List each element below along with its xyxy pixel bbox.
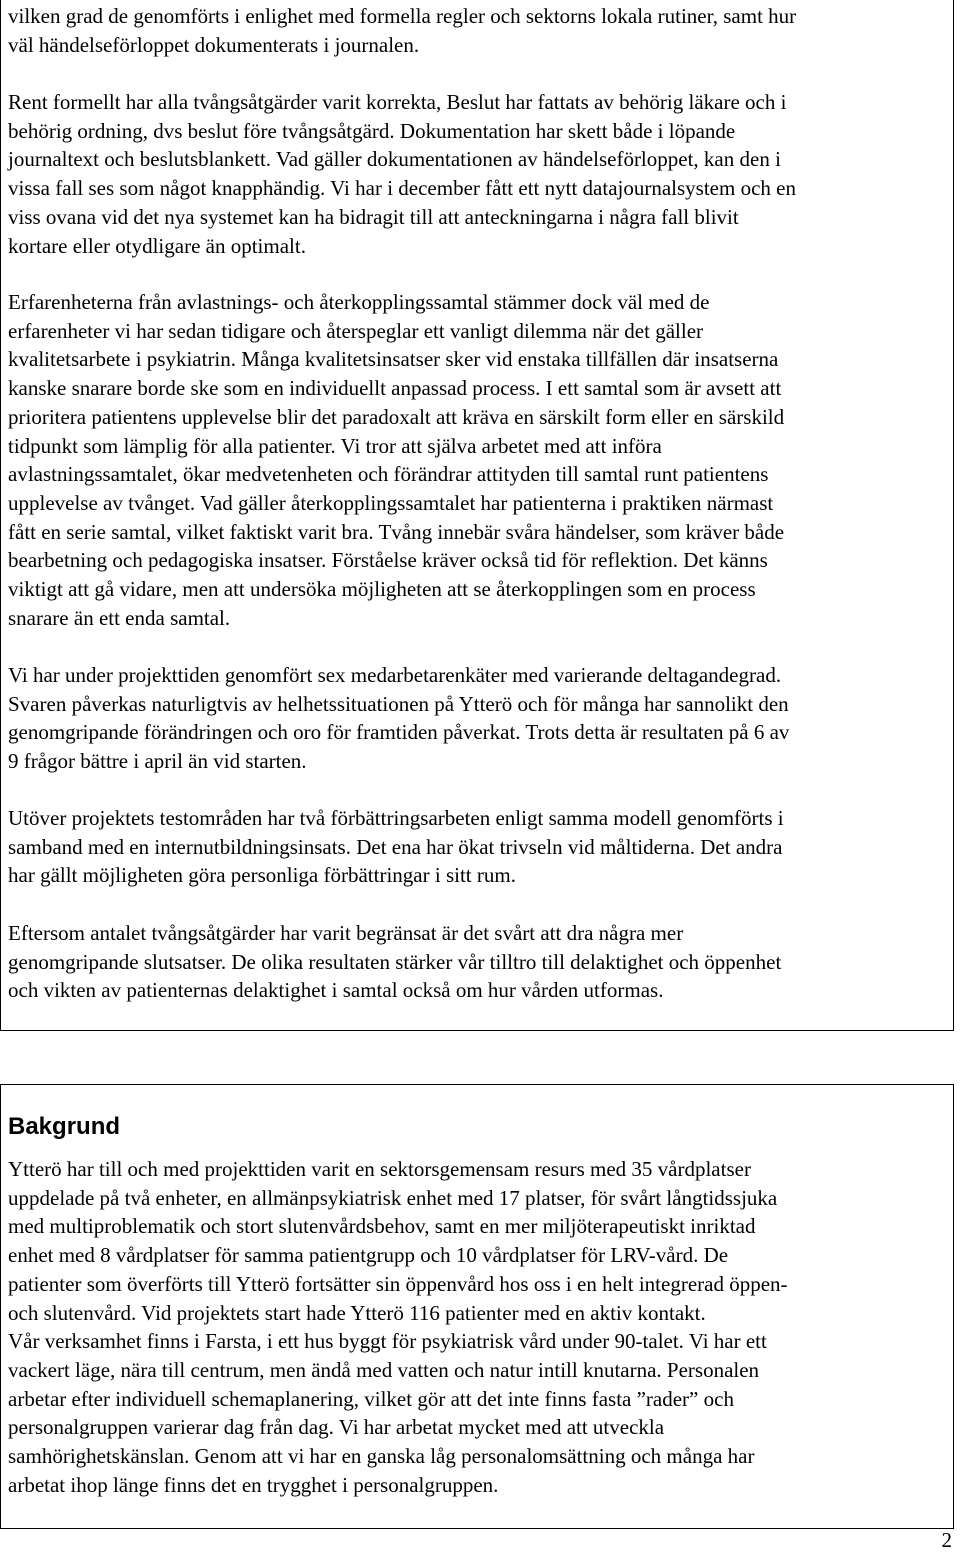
text-line: snarare än ett enda samtal. [8, 605, 231, 630]
text-line: bearbetning och pedagogiska insatser. Förståelse kräver också tid för reflektion. Det känns [8, 548, 768, 573]
text-line: kanske snarare borde ske som en individuellt anpassad process. I ett samtal som är avsett att [8, 376, 782, 401]
text-line: uppdelade på två enheter, en allmänpsykiatrisk enhet med 17 platser, för svårt långtidssjuka [8, 1185, 778, 1210]
text-line: och vikten av patienternas delaktighet i samtal också om hur vården utformas. [8, 978, 664, 1003]
text-line: prioritera patientens upplevelse blir det paradoxalt att kräva en särskilt form eller en särskild [8, 404, 785, 429]
text-line: enhet med 8 vårdplatser för samma patientgrupp och 10 vårdplatser för LRV-vård. De [8, 1243, 729, 1268]
text-line: tidpunkt som lämplig för alla patienter. Vi tror att själva arbetet med att införa [8, 433, 662, 458]
text-line: vissa fall ses som något knapphändig. Vi har i december fått ett nytt datajournalsystem och en [8, 176, 796, 201]
text-line: patienter som överförts till Ytterö fortsätter sin öppenvård hos oss i en helt integrerad öppen- [8, 1271, 788, 1296]
paragraph-experiences [8, 288, 784, 632]
text-line: avlastningssamtalet, ökar medvetenheten och förändrar attityden till samtal runt patientens [8, 462, 769, 487]
text-line: och slutenvård. Vid projektets start hade Ytterö 116 patienter med en aktiv kontakt. [8, 1300, 706, 1325]
text-line: samhörighetskänslan. Genom att vi har en ganska låg personalomsättning och många har [8, 1444, 755, 1469]
text-line: Eftersom antalet tvångsåtgärder har varit begränsat är det svårt att dra några mer [8, 921, 684, 945]
text-line: 9 frågor bättre i april än vid starten. [8, 749, 307, 774]
text-line: samband med en internutbildningsinsats. Det ena har ökat trivseln vid måltiderna. Det andra [8, 834, 783, 859]
text-line: kvalitetsarbete i psykiatrin. Många kvalitetsinsatser sker vid enstaka tillfällen där insatserna [8, 347, 779, 372]
paragraph-improvement-work [8, 804, 784, 890]
text-line: arbetar efter individuell schemaplanering, vilket gör att det inte finns fasta ”rader” och [8, 1386, 734, 1411]
text-line: Svaren påverkas naturligtvis av helhetssituationen på Ytterö och för många har sannolikt den [8, 691, 789, 716]
text-line: Rent formellt har alla tvångsåtgärder varit korrekta, Beslut har fattats av behörig läkare och i [8, 90, 787, 114]
paragraph-background [8, 1155, 788, 1499]
text-line: erfarenheter vi har sedan tidigare och återspeglar ett vanligt dilemma när det gäller [8, 318, 704, 343]
text-line: journaltext och beslutsblankett. Vad gäller dokumentationen av händelseförloppet, kan den i [8, 147, 781, 172]
page-number: 2 [941, 1528, 952, 1552]
paragraph-journal-documentation [8, 2, 796, 59]
text-line: har gällt möjligheten göra personliga förbättringar i sitt rum. [8, 863, 516, 888]
text-line: Erfarenheterna från avlastnings- och återkopplingssamtal stämmer dock väl med de [8, 290, 710, 314]
paragraph-conclusions [8, 919, 781, 1005]
text-line: genomgripande slutsatser. De olika resultaten stärker vår tilltro till delaktighet och öppenhet [8, 949, 782, 974]
text-line: viss ovana vid det nya systemet kan ha bidragit till att anteckningarna i några fall blivit [8, 204, 739, 229]
text-line: väl händelseförloppet dokumenterats i journalen. [8, 32, 420, 57]
text-line: upplevelse av tvånget. Vad gäller återkopplingssamtalet har patienterna i praktiken närmast [8, 490, 774, 515]
text-line: Vår verksamhet finns i Farsta, i ett hus byggt för psykiatrisk vård under 90-talet. Vi har ett [8, 1329, 767, 1354]
text-line: fått en serie samtal, vilket faktiskt varit bra. Tvång innebär svåra händelser, som kräver både [8, 519, 785, 544]
text-line: med multiproblematik och stort slutenvårdsbehov, samt en mer miljöterapeutiskt inriktad [8, 1214, 756, 1239]
text-line: viktigt att gå vidare, men att undersöka möjligheten att se återkopplingen som en process [8, 577, 756, 602]
section-heading-bakgrund: Bakgrund [8, 1113, 121, 1140]
text-line: vilken grad de genomförts i enlighet med formella regler och sektorns lokala rutiner, samt hur [8, 4, 797, 28]
paragraph-staff-surveys [8, 661, 789, 776]
text-line: arbetat ihop länge finns det en trygghet i personalgruppen. [8, 1472, 499, 1497]
text-line: genomgripande förändringen och oro för framtiden påverkat. Trots detta är resultaten på 6 av [8, 720, 790, 745]
text-line: Utöver projektets testområden har två förbättringsarbeten enligt samma modell genomförts i [8, 806, 784, 830]
paragraph-formal-correctness [8, 88, 796, 260]
text-line: Vi har under projekttiden genomfört sex medarbetarenkäter med varierande deltagandegrad. [8, 663, 782, 687]
text-line: personalgruppen varierar dag från dag. Vi har arbetat mycket med att utveckla [8, 1415, 665, 1440]
text-line: vackert läge, nära till centrum, men ändå med vatten och natur intill knutarna. Personalen [8, 1357, 760, 1382]
text-line: kortare eller otydligare än optimalt. [8, 233, 306, 258]
text-line: Ytterö har till och med projekttiden varit en sektorsgemensam resurs med 35 vårdplatser [8, 1157, 751, 1181]
text-line: behörig ordning, dvs beslut före tvångsåtgärd. Dokumentation har skett både i löpande [8, 118, 736, 143]
